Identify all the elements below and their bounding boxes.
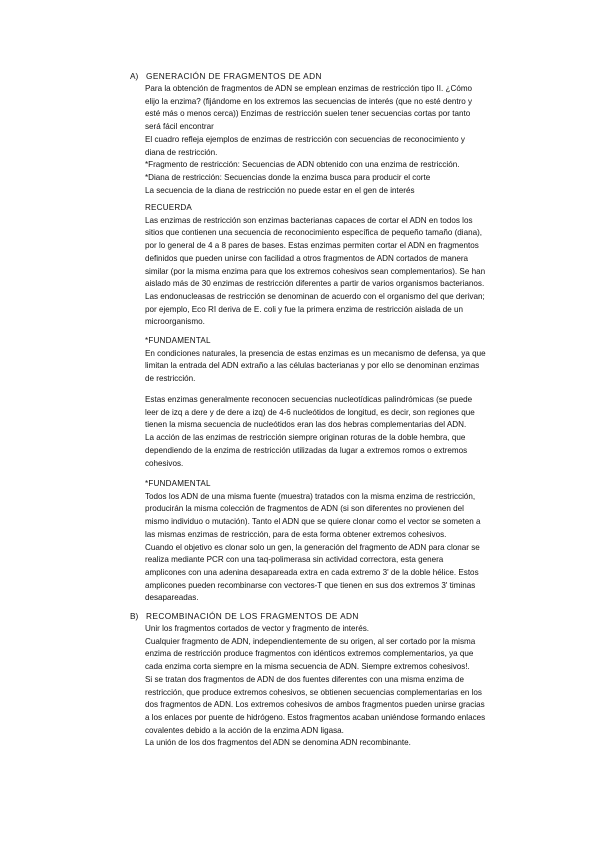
recuerda-line: Las endonucleasas de restricción se denominan de acuerdo con el organismo del que derivan; — [145, 291, 485, 301]
palindromic-line: Estas enzimas generalmente reconocen secuencias nucleotídicas palindrómicas (se puede — [145, 395, 473, 404]
fundamental-line: Cuando el objetivo es clonar solo un gen, la generación del fragmento de ADN para clonar se — [145, 542, 480, 552]
fundamental-line: amplicones pueden recombinarse con vectores-T que tienen en sus dos extremos 3' timinas — [145, 580, 476, 590]
recuerda-heading: RECUERDA — [145, 203, 193, 212]
section-b-line: dos fragmentos de ADN. Los extremos cohesivos de ambos fragmentos pueden unirse gracias — [145, 700, 485, 710]
recuerda-line: similar (por la misma enzima para que los extremos cohesivos sean complementarios). Se han — [145, 266, 486, 276]
fundamental-line: limitan la entrada del ADN extraño a las células bacterianas y por ello se denominan enzimas — [145, 361, 480, 371]
section-b-title: RECOMBINACIÓN DE LOS FRAGMENTOS DE ADN — [146, 611, 359, 621]
section-a-intro — [145, 83, 545, 197]
section-b-letter: B) — [130, 611, 139, 621]
recuerda-line: por ejemplo, Eco RI deriva de E. coli y fue la primera enzima de restricción aislada de un — [145, 304, 464, 314]
intro-line: El cuadro refleja ejemplos de enzimas de restricción con secuencias de reconocimiento y — [145, 134, 465, 144]
intro-line: Para la obtención de fragmentos de ADN se emplean enzimas de restricción tipo II. ¿Cómo — [145, 84, 473, 93]
recuerda-line: aislado más de 30 enzimas de restricción diferentes a partir de varios organismos bacterianos. — [145, 279, 485, 289]
section-a-title: GENERACIÓN DE FRAGMENTOS DE ADN — [146, 71, 322, 81]
section-b-line: cada enzima corta siempre en la misma secuencia de ADN. Siempre extremos cohesivos!. — [145, 662, 470, 672]
fundamental-line: mismo individuo o mutación). Tanto el ADN que se quiere clonar como el vector se someten a — [145, 517, 481, 527]
intro-line: elijo la enzima? (fijándome en los extremos las secuencias de interés (que no esté dentro y — [145, 96, 473, 106]
intro-line: será fácil encontrar — [145, 122, 214, 132]
fundamental-line: En condiciones naturales, la presencia de estas enzimas es un mecanismo de defensa, ya que — [145, 348, 486, 358]
palindromic-line: tienen la misma secuencia de nucleótidos eran las dos hebras complementarias del ADN. — [145, 420, 467, 430]
section-b-line: Unir los fragmentos cortados de vector y fragmento de interés. — [145, 624, 370, 633]
palindromic-line: cohesivos. — [145, 458, 184, 468]
palindromic-line: dependiendo de la enzima de restricción utilizadas da lugar a extremos romos o extremos — [145, 445, 468, 455]
fundamental-heading: *FUNDAMENTAL — [145, 479, 211, 488]
recuerda-line: Las enzimas de restricción son enzimas bacterianas capaces de cortar el ADN en todos los — [145, 215, 473, 225]
intro-line: *Diana de restricción: Secuencias donde la enzima busca para producir el corte — [145, 172, 431, 182]
fundamental-heading: *FUNDAMENTAL — [145, 336, 211, 345]
section-b-line: Si se tratan dos fragmentos de ADN de dos fuentes diferentes con una misma enzima de — [145, 674, 464, 684]
intro-line: *Fragmento de restricción: Secuencias de ADN obtenido con una enzima de restricción. — [145, 160, 460, 170]
intro-line: esté más o menos cerca)) Enzimas de restricción suelen tener secuencias cortas por tanto — [145, 109, 471, 119]
fundamental-line: producirán la misma colección de fragmentos de ADN (si son diferentes no provienen del — [145, 504, 464, 514]
fundamental-line: amplicones con una adenina desapareada extra en cada extremo 3' de la doble hélice. Estos — [145, 567, 479, 577]
recuerda-line: definidos que pueden unirse con facilidad a otros fragmentos de ADN cortados de manera — [145, 253, 469, 263]
recuerda-line: sitios que contienen una secuencia de reconocimiento específica de pequeño tamaño (diana), — [145, 228, 483, 238]
palindromic-line: leer de izq a dere y de dere a izq) de 4-6 nucleótidos de longitud, es decir, son regiones que — [145, 407, 475, 417]
palindromic-line: La acción de las enzimas de restricción siempre originan roturas de la doble hembra, que — [145, 433, 466, 443]
section-b-line: covalentes debido a la acción de la enzima ADN ligasa. — [145, 725, 344, 735]
fundamental-line: Todos los ADN de una misma fuente (muestra) tratados con la misma enzima de restricción, — [145, 491, 476, 501]
fundamental-line: de restricción. — [145, 374, 196, 384]
fundamental-line: realiza mediante PCR con una taq-polimerasa sin actividad correctora, esta genera — [145, 555, 444, 565]
section-b-line: La unión de los dos fragmentos del ADN se denomina ADN recombinante. — [145, 738, 411, 748]
intro-line: La secuencia de la diana de restricción no puede estar en el gen de interés — [145, 185, 415, 195]
palindromic-block — [145, 394, 545, 470]
recuerda-line: por lo general de 4 a 8 pares de bases. Estas enzimas permiten cortar el ADN en fragmentos — [145, 241, 479, 251]
fundamental-line: desapareadas. — [145, 593, 199, 603]
section-b-line: enzima de restricción produce fragmentos con idénticos extremos complementarios, ya que — [145, 649, 474, 659]
section-a-letter: A) — [130, 71, 139, 81]
recuerda-block — [145, 202, 545, 329]
section-b-line: a los enlaces por puente de hidrógeno. Estos fragmentos acaban uniéndose formando enlaces — [145, 712, 486, 722]
fundamental-line: las mismas enzimas de restricción, para de esta forma obtener extremos cohesivos. — [145, 529, 447, 539]
fundamental-block-1 — [145, 335, 545, 386]
recuerda-line: microorganismo. — [145, 317, 205, 327]
section-b-body — [145, 623, 545, 750]
section-b-line: Cualquier fragmento de ADN, independientemente de su origen, al ser cortado por la misma — [145, 636, 476, 646]
fundamental-block-2 — [145, 478, 545, 605]
intro-line: diana de restricción. — [145, 147, 218, 157]
section-b-line: restricción, que produce extremos cohesivos, se obtienen secuencias complementarias en los — [145, 687, 482, 697]
